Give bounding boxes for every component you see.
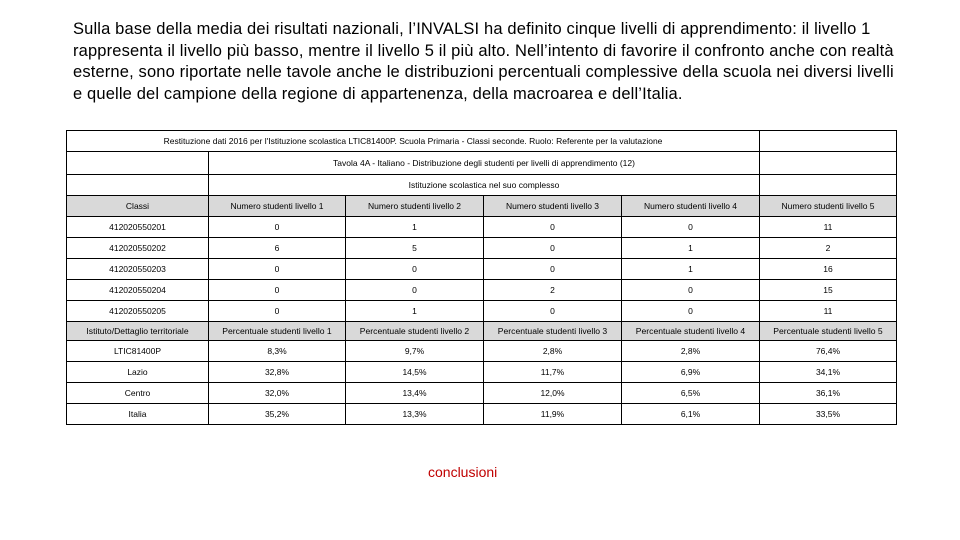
value-cell: 16 [760, 259, 897, 280]
table-row [67, 238, 897, 259]
table-row [67, 280, 897, 301]
value-cell: 0 [484, 301, 622, 322]
value-cell: 11,7% [484, 362, 622, 383]
column-header: Classi [67, 196, 209, 217]
table-title: Restituzione dati 2016 per l'Istituzione scolastica LTIC81400P. Scuola Primaria - Classi seconde. Ruolo: Referente per la valutazione [67, 131, 760, 152]
territory-cell: Italia [67, 404, 209, 425]
column-header: Percentuale studenti livello 4 [622, 322, 760, 341]
class-cell: 412020550202 [67, 238, 209, 259]
value-cell: 0 [209, 217, 346, 238]
value-cell: 35,2% [209, 404, 346, 425]
value-cell: 1 [622, 259, 760, 280]
value-cell: 8,3% [209, 341, 346, 362]
empty-cell [67, 152, 209, 175]
class-cell: 412020550204 [67, 280, 209, 301]
column-header: Percentuale studenti livello 3 [484, 322, 622, 341]
table-title-row [67, 131, 897, 152]
table-row [67, 404, 897, 425]
value-cell: 1 [622, 238, 760, 259]
empty-cell [760, 175, 897, 196]
value-cell: 13,3% [346, 404, 484, 425]
table-row [67, 362, 897, 383]
column-header: Numero studenti livello 5 [760, 196, 897, 217]
value-cell: 0 [209, 280, 346, 301]
table-row [67, 341, 897, 362]
value-cell: 6,1% [622, 404, 760, 425]
column-header: Numero studenti livello 3 [484, 196, 622, 217]
territory-cell: Centro [67, 383, 209, 404]
value-cell: 6,9% [622, 362, 760, 383]
value-cell: 1 [346, 217, 484, 238]
column-header: Numero studenti livello 1 [209, 196, 346, 217]
value-cell: 32,0% [209, 383, 346, 404]
value-cell: 1 [346, 301, 484, 322]
empty-cell [760, 131, 897, 152]
table-row [67, 383, 897, 404]
class-cell: 412020550201 [67, 217, 209, 238]
value-cell: 0 [622, 217, 760, 238]
value-cell: 5 [346, 238, 484, 259]
table-subtitle: Tavola 4A - Italiano - Distribuzione degli studenti per livelli di apprendimento (12) [209, 152, 760, 175]
value-cell: 32,8% [209, 362, 346, 383]
intro-paragraph: Sulla base della media dei risultati nazionali, l’INVALSI ha definito cinque livelli di apprendimento: il livello 1 rappresenta il livello più basso, mentre il livello 5 il più alto. Nell’intento di favorire il confronto anche con realtà esterne, sono riportate nelle tavole anche le distribuzioni percentuali complessive della scuola nei diversi livelli e quelle del campione della regione di appartenenza, della macroarea e dell’Italia. [73, 20, 894, 103]
column-header: Numero studenti livello 2 [346, 196, 484, 217]
value-cell: 6 [209, 238, 346, 259]
value-cell: 2,8% [484, 341, 622, 362]
value-cell: 0 [209, 301, 346, 322]
value-cell: 11 [760, 217, 897, 238]
value-cell: 2 [760, 238, 897, 259]
value-cell: 2 [484, 280, 622, 301]
value-cell: 0 [484, 217, 622, 238]
territory-cell: LTIC81400P [67, 341, 209, 362]
column-header: Percentuale studenti livello 1 [209, 322, 346, 341]
table-row [67, 259, 897, 280]
section-row [67, 175, 897, 196]
table-row [67, 301, 897, 322]
header-row-percentages [67, 322, 897, 341]
value-cell: 15 [760, 280, 897, 301]
value-cell: 33,5% [760, 404, 897, 425]
empty-cell [67, 175, 209, 196]
class-cell: 412020550205 [67, 301, 209, 322]
value-cell: 0 [346, 259, 484, 280]
value-cell: 9,7% [346, 341, 484, 362]
value-cell: 2,8% [622, 341, 760, 362]
value-cell: 0 [484, 259, 622, 280]
conclusioni-link[interactable]: conclusioni [428, 464, 498, 480]
value-cell: 0 [346, 280, 484, 301]
column-header: Percentuale studenti livello 5 [760, 322, 897, 341]
territory-cell: Lazio [67, 362, 209, 383]
value-cell: 36,1% [760, 383, 897, 404]
value-cell: 0 [209, 259, 346, 280]
value-cell: 11,9% [484, 404, 622, 425]
value-cell: 0 [622, 280, 760, 301]
value-cell: 76,4% [760, 341, 897, 362]
class-cell: 412020550203 [67, 259, 209, 280]
value-cell: 0 [484, 238, 622, 259]
column-header: Numero studenti livello 4 [622, 196, 760, 217]
results-table [66, 130, 897, 425]
value-cell: 6,5% [622, 383, 760, 404]
table-subtitle-row [67, 152, 897, 175]
section-label: Istituzione scolastica nel suo complesso [209, 175, 760, 196]
value-cell: 34,1% [760, 362, 897, 383]
table-row [67, 217, 897, 238]
header-row-counts [67, 196, 897, 217]
column-header: Percentuale studenti livello 2 [346, 322, 484, 341]
value-cell: 11 [760, 301, 897, 322]
column-header: Istituto/Dettaglio territoriale [67, 322, 209, 341]
value-cell: 14,5% [346, 362, 484, 383]
value-cell: 0 [622, 301, 760, 322]
empty-cell [760, 152, 897, 175]
value-cell: 13,4% [346, 383, 484, 404]
value-cell: 12,0% [484, 383, 622, 404]
